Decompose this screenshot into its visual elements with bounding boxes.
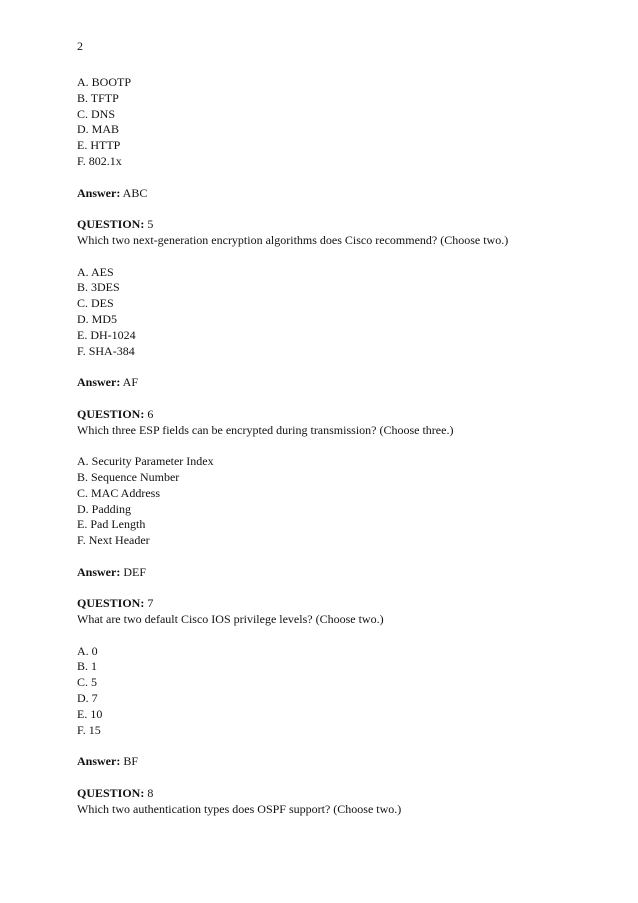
- question-block: [77, 596, 577, 628]
- document-content: [77, 75, 577, 817]
- question-number: 6: [144, 406, 154, 421]
- option-item: C. MAC Address: [77, 485, 161, 500]
- option-list: [77, 454, 577, 549]
- option-item: D. 7: [77, 691, 98, 706]
- option-list: [77, 265, 577, 360]
- spacer: [77, 170, 577, 186]
- spacer: [77, 770, 577, 786]
- answer-label: Answer:: [77, 185, 121, 200]
- option-item: B. Sequence Number: [77, 469, 180, 484]
- answer-line: [77, 375, 577, 391]
- spacer: [77, 549, 577, 565]
- question-number: 5: [144, 217, 154, 232]
- option-item: E. DH-1024: [77, 327, 136, 342]
- spacer: [77, 581, 577, 597]
- question-number: 7: [144, 596, 154, 611]
- spacer: [77, 201, 577, 217]
- question-label: QUESTION:: [77, 406, 145, 421]
- question-header: [77, 217, 577, 233]
- question-label: QUESTION:: [77, 785, 145, 800]
- answer-line: [77, 565, 577, 581]
- option-item: C. DES: [77, 296, 114, 311]
- answer-line: [77, 186, 577, 202]
- option-item: A. AES: [77, 264, 114, 279]
- question-header: [77, 407, 577, 423]
- option-item: E. 10: [77, 706, 103, 721]
- option-item: C. DNS: [77, 106, 116, 121]
- question-block: [77, 407, 577, 439]
- option-item: E. HTTP: [77, 138, 121, 153]
- question-text: Which two authentication types does OSPF support? (Choose two.): [77, 801, 402, 816]
- answer-label: Answer:: [77, 754, 121, 769]
- option-list: [77, 644, 577, 739]
- question-block: [77, 217, 577, 249]
- option-item: D. Padding: [77, 501, 131, 516]
- question-header: [77, 786, 577, 802]
- option-item: B. TFTP: [77, 90, 119, 105]
- answer-value: AF: [120, 375, 139, 390]
- option-item: B. 1: [77, 659, 98, 674]
- question-block: [77, 786, 577, 818]
- option-item: E. Pad Length: [77, 517, 146, 532]
- option-item: F. 15: [77, 722, 101, 737]
- option-item: A. Security Parameter Index: [77, 454, 214, 469]
- answer-value: DEF: [120, 564, 146, 579]
- question-text: What are two default Cisco IOS privilege levels? (Choose two.): [77, 612, 384, 627]
- option-item: A. 0: [77, 643, 98, 658]
- answer-label: Answer:: [77, 375, 121, 390]
- option-item: C. 5: [77, 675, 98, 690]
- spacer: [77, 738, 577, 754]
- question-text: Which two next-generation encryption algorithms does Cisco recommend? (Choose two.): [77, 232, 509, 247]
- question-label: QUESTION:: [77, 596, 145, 611]
- spacer: [77, 391, 577, 407]
- answer-label: Answer:: [77, 564, 121, 579]
- spacer: [77, 628, 577, 644]
- answer-value: ABC: [120, 185, 148, 200]
- answer-line: [77, 754, 577, 770]
- question-text: Which three ESP fields can be encrypted during transmission? (Choose three.): [77, 422, 454, 437]
- option-item: D. MAB: [77, 122, 120, 137]
- question-label: QUESTION:: [77, 217, 145, 232]
- question-header: [77, 596, 577, 612]
- option-item: A. BOOTP: [77, 75, 132, 89]
- spacer: [77, 249, 577, 265]
- spacer: [77, 359, 577, 375]
- option-item: B. 3DES: [77, 280, 120, 295]
- option-list: [77, 75, 577, 170]
- page-number: 2: [77, 39, 83, 53]
- question-number: 8: [144, 785, 154, 800]
- option-item: F. Next Header: [77, 533, 150, 548]
- option-item: F. 802.1x: [77, 153, 122, 168]
- option-item: F. SHA-384: [77, 343, 135, 358]
- answer-value: BF: [120, 754, 139, 769]
- option-item: D. MD5: [77, 311, 118, 326]
- spacer: [77, 438, 577, 454]
